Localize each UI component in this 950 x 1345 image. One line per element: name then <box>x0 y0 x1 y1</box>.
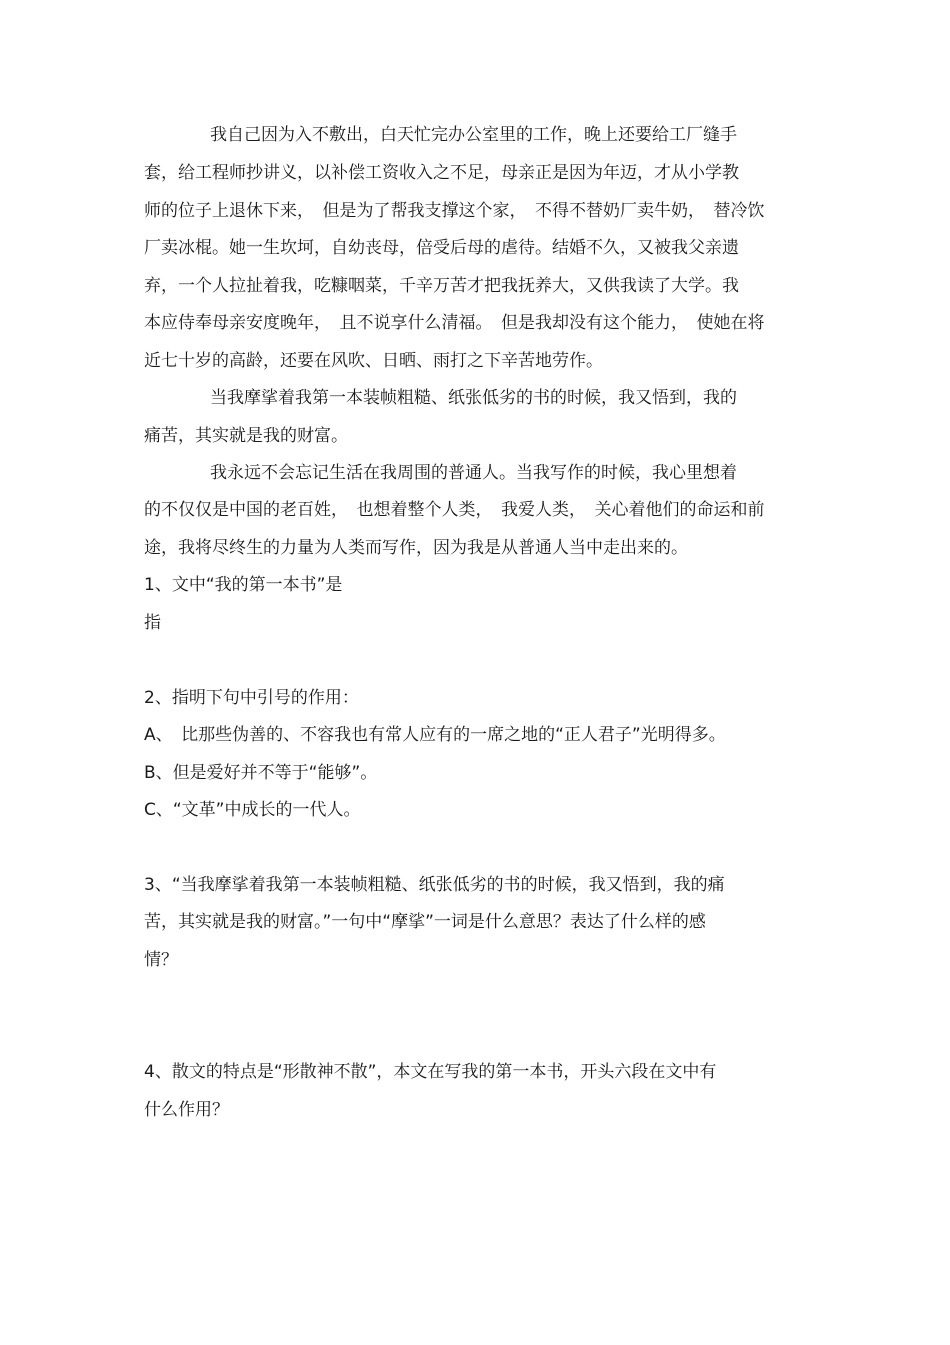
passage-line: 当我摩挲着我第一本装帧粗糙、纸张低劣的书的时候，我又悟到，我的 <box>210 388 737 408</box>
question-2-stem: 2、指明下句中引号的作用： <box>144 688 359 708</box>
question-2-option-c: C、“文革”中成长的一代人。 <box>144 800 361 820</box>
question-4-line: 什么作用？ <box>144 1100 229 1120</box>
passage-line: 套，给工程师抄讲义，以补偿工资收入之不足，母亲正是因为年迈，才从小学教 <box>144 163 739 183</box>
question-2-option-b: B、但是爱好并不等于“能够”。 <box>144 763 378 783</box>
passage-line: 的不仅仅是中国的老百姓， 也想着整个人类， 我爱人类， 关心着他们的命运和前 <box>144 500 765 520</box>
passage-line: 厂卖冰棍。她一生坎坷，自幼丧母，倍受后母的虐待。结婚不久，又被我父亲遗 <box>144 238 739 258</box>
question-2-option-a: A、 比那些伪善的、不容我也有常人应有的一席之地的“正人君子”光明得多。 <box>144 725 726 745</box>
passage-line: 我永远不会忘记生活在我周围的普通人。当我写作的时候，我心里想着 <box>210 463 737 483</box>
question-4-line: 4、散文的特点是“形散神不散”，本文在写我的第一本书，开头六段在文中有 <box>144 1062 717 1082</box>
question-3-line: 3、“当我摩挲着我第一本装帧粗糙、纸张低劣的书的时候，我又悟到，我的痛 <box>144 875 725 895</box>
question-3-line: 苦，其实就是我的财富。”一句中“摩挲”一词是什么意思？表达了什么样的感 <box>144 912 706 932</box>
question-3-line: 情？ <box>144 950 178 970</box>
passage-line: 痛苦，其实就是我的财富。 <box>144 426 348 446</box>
passage-line: 我自己因为入不敷出，白天忙完办公室里的工作，晚上还要给工厂缝手 <box>210 125 737 145</box>
question-1-stem: 1、文中“我的第一本书”是 <box>144 575 343 595</box>
question-1-continuation: 指 <box>144 613 161 633</box>
passage-line: 本应侍奉母亲安度晚年， 且不说享什么清福。 但是我却没有这个能力， 使她在将 <box>144 313 765 333</box>
passage-line: 近七十岁的高龄，还要在风吹、日晒、雨打之下辛苦地劳作。 <box>144 351 603 371</box>
passage-line: 途，我将尽终生的力量为人类而写作，因为我是从普通人当中走出来的。 <box>144 538 688 558</box>
passage-line: 师的位子上退休下来， 但是为了帮我支撑这个家， 不得不替奶厂卖牛奶， 替冷饮 <box>144 201 765 221</box>
passage-line: 弃，一个人拉扯着我，吃糠咽菜，千辛万苦才把我抚养大，又供我读了大学。我 <box>144 276 739 296</box>
